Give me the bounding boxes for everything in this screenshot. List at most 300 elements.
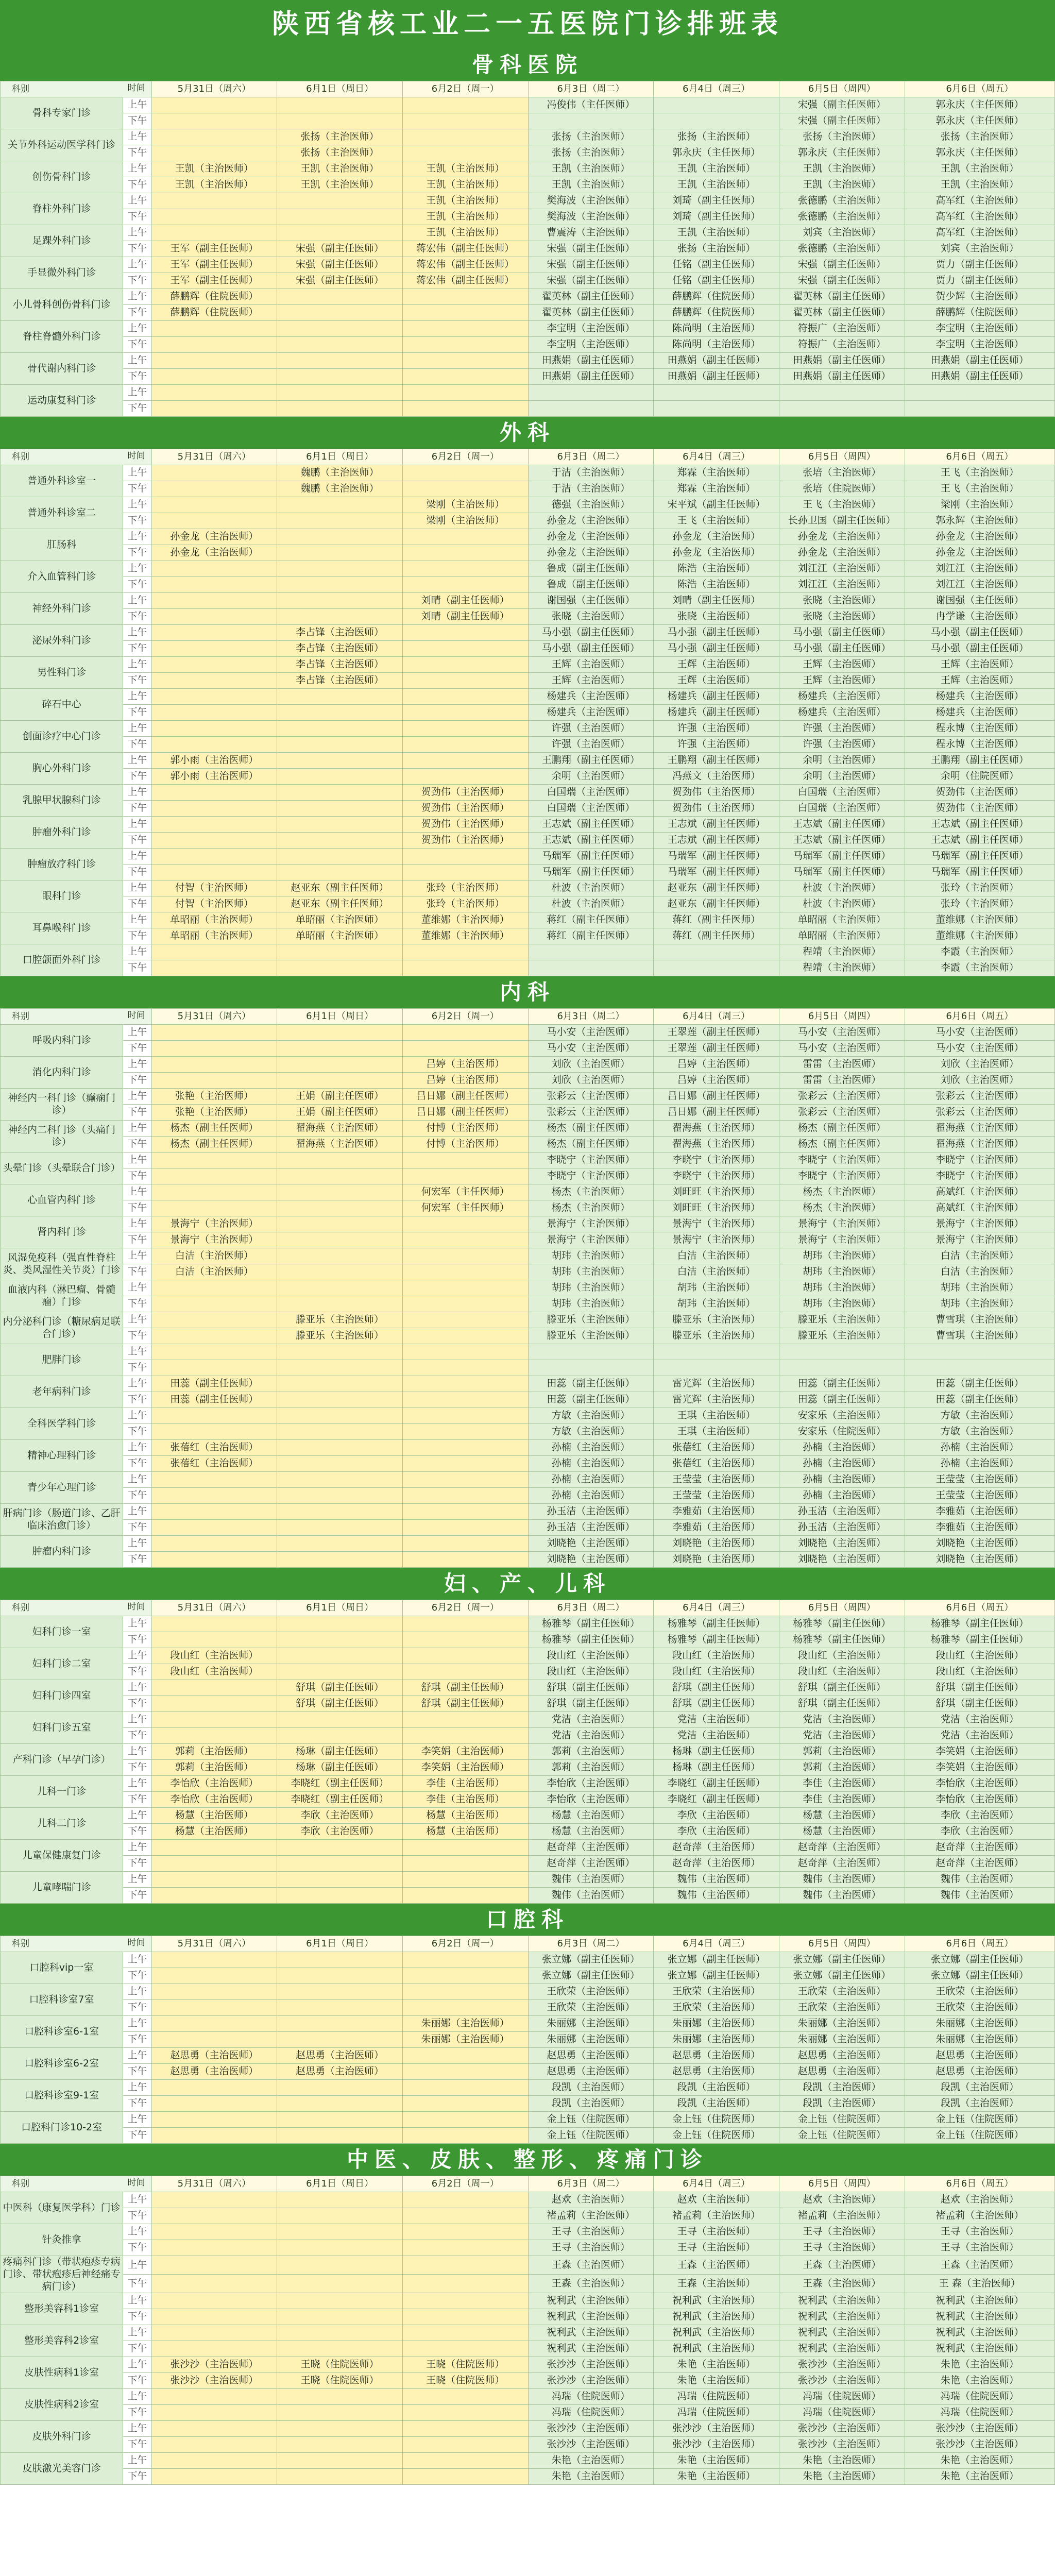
doctor-cell <box>402 1232 528 1248</box>
table-row <box>1 912 1055 928</box>
session-label: 上午 <box>123 1712 151 1728</box>
date-header: 6月3日（周二） <box>528 2176 654 2192</box>
doctor-cell: 王欣荣（主治医师） <box>905 2000 1054 2016</box>
doctor-cell: 杨建兵（副主任医师） <box>654 689 779 705</box>
doctor-cell: 刘欣（主治医师） <box>528 1057 654 1073</box>
doctor-cell: 胡玮（主治医师） <box>779 1264 905 1280</box>
doctor-cell <box>151 1344 277 1360</box>
doctor-cell: 刘旺旺（主治医师） <box>654 1184 779 1200</box>
doctor-cell: 杜波（主治医师） <box>779 896 905 912</box>
doctor-cell: 祝利武（主治医师） <box>779 2309 905 2325</box>
doctor-cell: 李怡欣（主治医师） <box>151 1776 277 1792</box>
doctor-cell: 景海宁（主治医师） <box>654 1232 779 1248</box>
doctor-cell: 王飞（主治医师） <box>779 497 905 513</box>
section-header <box>0 976 1055 1008</box>
doctor-cell: 刘晴（副主任医师） <box>402 609 528 625</box>
doctor-cell <box>151 1296 277 1312</box>
department-name: 皮肤性病科2诊室 <box>1 2389 123 2421</box>
doctor-cell: 郭永庆（主任医师） <box>654 145 779 161</box>
doctor-cell <box>277 1200 403 1216</box>
session-label: 下午 <box>123 833 151 849</box>
doctor-cell: 冯瑞（住院医师） <box>905 2389 1054 2405</box>
doctor-cell: 冉学谦（主治医师） <box>905 609 1054 625</box>
doctor-cell: 张晓（主治医师） <box>528 609 654 625</box>
doctor-cell: 祝利武（主治医师） <box>654 2309 779 2325</box>
doctor-cell: 张彩云（主治医师） <box>779 1105 905 1121</box>
doctor-cell <box>402 1712 528 1728</box>
doctor-cell <box>402 2048 528 2064</box>
doctor-cell: 马瑞军（副主任医师） <box>528 865 654 880</box>
doctor-cell: 杨雅琴（副主任医师） <box>528 1632 654 1648</box>
doctor-cell <box>151 401 277 417</box>
table-row <box>1 2421 1055 2437</box>
department-name: 口腔颌面外科门诊 <box>1 944 123 976</box>
doctor-cell: 朱艳（主治医师） <box>654 2469 779 2485</box>
doctor-cell: 薛鹏辉（住院医师） <box>151 305 277 321</box>
doctor-cell <box>151 609 277 625</box>
doctor-cell: 王辉（主治医师） <box>528 673 654 689</box>
doctor-cell <box>402 1344 528 1360</box>
doctor-cell: 田燕娟（副主任医师） <box>654 369 779 385</box>
doctor-cell: 张沙沙（主治医师） <box>654 2437 779 2453</box>
session-label: 下午 <box>123 337 151 353</box>
session-label: 上午 <box>123 1408 151 1424</box>
doctor-cell: 王凯（主治医师） <box>905 177 1054 193</box>
session-label: 上午 <box>123 129 151 145</box>
doctor-cell <box>151 1280 277 1296</box>
department-name: 中医科（康复医学科）门诊 <box>1 2192 123 2224</box>
doctor-cell: 杨雅琴（副主任医师） <box>905 1616 1054 1632</box>
doctor-cell: 景海宁（主治医师） <box>654 1216 779 1232</box>
session-label: 下午 <box>123 2064 151 2080</box>
session-label: 下午 <box>123 209 151 225</box>
doctor-cell: 刘晓艳（主治医师） <box>528 1536 654 1552</box>
doctor-cell: 宋强（副主任医师） <box>277 273 403 289</box>
doctor-cell: 王森（主治医师） <box>528 2256 654 2275</box>
schedule-table <box>0 81 1055 417</box>
table-row <box>1 1488 1055 1504</box>
date-header: 5月31日（周六） <box>151 1009 277 1025</box>
schedule-table <box>0 2176 1055 2485</box>
doctor-cell: 魏鹏（主治医师） <box>277 465 403 481</box>
session-label: 下午 <box>123 1232 151 1248</box>
session-label: 上午 <box>123 1057 151 1073</box>
table-row <box>1 1344 1055 1360</box>
doctor-cell: 王飞（主治医师） <box>905 481 1054 497</box>
doctor-cell: 李霞（主治医师） <box>905 960 1054 976</box>
doctor-cell <box>151 2437 277 2453</box>
department-name: 胸心外科门诊 <box>1 753 123 785</box>
doctor-cell <box>151 1616 277 1632</box>
doctor-cell: 张扬（主治医师） <box>277 145 403 161</box>
doctor-cell: 王凯（主治医师） <box>654 225 779 241</box>
doctor-cell <box>151 225 277 241</box>
doctor-cell <box>402 289 528 305</box>
doctor-cell: 孙金龙（主治医师） <box>905 529 1054 545</box>
doctor-cell: 李占锋（主治医师） <box>277 673 403 689</box>
table-row <box>1 145 1055 161</box>
doctor-cell: 谢国强（主任医师） <box>905 593 1054 609</box>
doctor-cell <box>151 465 277 481</box>
doctor-cell <box>402 1664 528 1680</box>
session-label: 上午 <box>123 497 151 513</box>
doctor-cell: 翟海燕（主治医师） <box>277 1121 403 1137</box>
doctor-cell: 金上钰（住院医师） <box>654 2128 779 2144</box>
doctor-cell <box>277 2309 403 2325</box>
doctor-cell: 孙金龙（主治医师） <box>528 545 654 561</box>
session-label: 上午 <box>123 2357 151 2373</box>
session-label: 下午 <box>123 513 151 529</box>
table-row <box>1 241 1055 257</box>
department-name: 儿科二门诊 <box>1 1808 123 1840</box>
session-label: 下午 <box>123 2000 151 2016</box>
table-row <box>1 1392 1055 1408</box>
doctor-cell: 孙楠（主治医师） <box>779 1488 905 1504</box>
doctor-cell: 马小强（副主任医师） <box>905 625 1054 641</box>
doctor-cell: 王凯（主治医师） <box>402 193 528 209</box>
table-row <box>1 1440 1055 1456</box>
doctor-cell <box>277 1232 403 1248</box>
table-row <box>1 2208 1055 2224</box>
doctor-cell <box>151 2112 277 2128</box>
doctor-cell <box>277 609 403 625</box>
doctor-cell <box>151 833 277 849</box>
time-label: 时间 <box>127 2178 145 2188</box>
doctor-cell: 王晓（住院医师） <box>402 2373 528 2389</box>
doctor-cell: 许强（主治医师） <box>654 721 779 737</box>
table-row <box>1 673 1055 689</box>
section-header <box>0 1904 1055 1936</box>
doctor-cell: 祝利武（主治医师） <box>528 2325 654 2341</box>
doctor-cell: 田燕娟（副主任医师） <box>779 369 905 385</box>
doctor-cell: 薛鹏辉（住院医师） <box>151 289 277 305</box>
session-label: 下午 <box>123 1888 151 1904</box>
table-row <box>1 2112 1055 2128</box>
doctor-cell: 张彩云（主治医师） <box>779 1089 905 1105</box>
doctor-cell: 党洁（主治医师） <box>779 1728 905 1744</box>
doctor-cell: 祝利武（主治医师） <box>528 2293 654 2309</box>
doctor-cell: 张德鹏（主治医师） <box>779 209 905 225</box>
date-header: 6月2日（周一） <box>402 449 528 465</box>
doctor-cell: 杜波（主治医师） <box>528 880 654 896</box>
doctor-cell <box>402 2341 528 2357</box>
table-row <box>1 481 1055 497</box>
doctor-cell: 褚孟莉（主治医师） <box>528 2208 654 2224</box>
doctor-cell <box>528 113 654 129</box>
table-row <box>1 1264 1055 1280</box>
doctor-cell: 张扬（主治医师） <box>905 129 1054 145</box>
doctor-cell: 赵思勇（主治医师） <box>277 2064 403 2080</box>
doctor-cell <box>905 401 1054 417</box>
table-row <box>1 337 1055 353</box>
doctor-cell: 李晓红（副主任医师） <box>654 1792 779 1808</box>
department-name: 肛肠科 <box>1 529 123 561</box>
doctor-cell: 冯燕文（主治医师） <box>654 769 779 785</box>
table-row <box>1 849 1055 865</box>
doctor-cell <box>277 513 403 529</box>
session-label: 上午 <box>123 385 151 401</box>
doctor-cell: 马小强（副主任医师） <box>654 641 779 657</box>
doctor-cell: 张扬（主治医师） <box>779 129 905 145</box>
doctor-cell: 吕婷（主治医师） <box>654 1057 779 1073</box>
doctor-cell: 刘琦（副主任医师） <box>654 209 779 225</box>
doctor-cell <box>402 1424 528 1440</box>
doctor-cell: 郑霖（主治医师） <box>654 465 779 481</box>
doctor-cell <box>151 385 277 401</box>
doctor-cell: 翟海燕（主治医师） <box>654 1137 779 1153</box>
session-label: 上午 <box>123 817 151 833</box>
table-row <box>1 1664 1055 1680</box>
doctor-cell: 王欣荣（主治医师） <box>528 2000 654 2016</box>
doctor-cell <box>277 1632 403 1648</box>
doctor-cell: 马小强（副主任医师） <box>779 641 905 657</box>
doctor-cell <box>151 1952 277 1968</box>
doctor-cell: 张扬（主治医师） <box>654 129 779 145</box>
date-header: 6月6日（周五） <box>905 2176 1054 2192</box>
doctor-cell: 朱艳（主治医师） <box>905 2453 1054 2469</box>
doctor-cell: 宋强（副主任医师） <box>779 273 905 289</box>
doctor-cell <box>151 689 277 705</box>
doctor-cell: 翟英林（副主任医师） <box>528 305 654 321</box>
doctor-cell: 滕亚乐（主治医师） <box>277 1328 403 1344</box>
doctor-cell: 段凯（主治医师） <box>905 2096 1054 2112</box>
doctor-cell <box>151 2256 277 2275</box>
section-title: 骨科医院 <box>471 52 583 77</box>
doctor-cell <box>402 2256 528 2275</box>
doctor-cell: 王军（副主任医师） <box>151 273 277 289</box>
doctor-cell <box>151 1712 277 1728</box>
doctor-cell <box>277 689 403 705</box>
doctor-cell: 景海宁（主治医师） <box>151 1232 277 1248</box>
doctor-cell: 陈浩（主治医师） <box>654 577 779 593</box>
doctor-cell: 李晓红（副主任医师） <box>654 1776 779 1792</box>
doctor-cell: 魏伟（主治医师） <box>654 1888 779 1904</box>
doctor-cell <box>151 2208 277 2224</box>
doctor-cell <box>151 2421 277 2437</box>
doctor-cell: 张立娜（副主任医师） <box>905 1968 1054 1984</box>
table-row <box>1 2032 1055 2048</box>
table-row <box>1 1552 1055 1568</box>
doctor-cell: 王晓（住院医师） <box>277 2357 403 2373</box>
doctor-cell: 马瑞军（副主任医师） <box>779 849 905 865</box>
doctor-cell: 于洁（主治医师） <box>528 465 654 481</box>
doctor-cell: 褚孟莉（主治医师） <box>654 2208 779 2224</box>
department-name: 创伤骨科门诊 <box>1 161 123 193</box>
table-row <box>1 529 1055 545</box>
session-label: 下午 <box>123 609 151 625</box>
doctor-cell: 朱艳（主治医师） <box>654 2453 779 2469</box>
date-header: 6月4日（周三） <box>654 81 779 97</box>
session-label: 上午 <box>123 1440 151 1456</box>
doctor-cell: 马瑞军（副主任医师） <box>905 849 1054 865</box>
doctor-cell <box>528 944 654 960</box>
session-label: 下午 <box>123 896 151 912</box>
table-row <box>1 1456 1055 1472</box>
doctor-cell: 马瑞军（副主任医师） <box>905 865 1054 880</box>
doctor-cell: 褚孟莉（主治医师） <box>905 2208 1054 2224</box>
doctor-cell: 魏鹏（主治医师） <box>277 481 403 497</box>
doctor-cell <box>402 1520 528 1536</box>
doctor-cell: 单昭丽（主治医师） <box>779 912 905 928</box>
doctor-cell: 胡玮（主治医师） <box>905 1296 1054 1312</box>
session-label: 下午 <box>123 2128 151 2144</box>
doctor-cell: 马小强（副主任医师） <box>528 641 654 657</box>
doctor-cell: 白国瑞（主治医师） <box>528 801 654 817</box>
session-label: 上午 <box>123 657 151 673</box>
doctor-cell <box>151 2405 277 2421</box>
table-row <box>1 385 1055 401</box>
doctor-cell <box>277 1536 403 1552</box>
doctor-cell: 张沙沙（主治医师） <box>528 2373 654 2389</box>
doctor-cell <box>402 2389 528 2405</box>
table-row <box>1 2341 1055 2357</box>
session-label: 下午 <box>123 801 151 817</box>
department-name: 整形美容科2诊室 <box>1 2325 123 2357</box>
doctor-cell: 刘晴（副主任医师） <box>402 593 528 609</box>
doctor-cell: 田蕊（副主任医师） <box>528 1376 654 1392</box>
doctor-cell <box>277 1888 403 1904</box>
doctor-cell: 张蓓红（主治医师） <box>654 1440 779 1456</box>
doctor-cell: 孙玉洁（主治医师） <box>779 1504 905 1520</box>
doctor-cell: 余明（住院医师） <box>905 769 1054 785</box>
doctor-cell: 冯瑞（住院医师） <box>779 2405 905 2421</box>
doctor-cell: 孙楠（主治医师） <box>528 1440 654 1456</box>
doctor-cell <box>654 944 779 960</box>
date-header: 6月5日（周四） <box>779 449 905 465</box>
doctor-cell: 张立娜（副主任医师） <box>528 1952 654 1968</box>
section-title: 中医、皮肤、整形、疼痛门诊 <box>346 2146 708 2172</box>
doctor-cell: 杨慧（主治医师） <box>779 1808 905 1824</box>
session-label: 下午 <box>123 769 151 785</box>
doctor-cell: 樊海波（主治医师） <box>528 209 654 225</box>
department-name: 皮肤外科门诊 <box>1 2421 123 2453</box>
header-row <box>1 1600 1055 1616</box>
doctor-cell: 蒋宏伟（副主任医师） <box>402 273 528 289</box>
doctor-cell: 许强（主治医师） <box>528 737 654 753</box>
table-row <box>1 2389 1055 2405</box>
doctor-cell: 李晓宁（主治医师） <box>905 1153 1054 1168</box>
doctor-cell: 高军红（主治医师） <box>905 193 1054 209</box>
doctor-cell: 郭永庆（主任医师） <box>905 145 1054 161</box>
doctor-cell: 吕婷（主治医师） <box>402 1057 528 1073</box>
date-header: 5月31日（周六） <box>151 449 277 465</box>
doctor-cell: 杨雅琴（副主任医师） <box>779 1616 905 1632</box>
doctor-cell: 长孙卫国（副主任医师） <box>779 513 905 529</box>
table-row <box>1 1952 1055 1968</box>
table-row <box>1 1137 1055 1153</box>
doctor-cell <box>277 2275 403 2293</box>
doctor-cell: 张蓓红（主治医师） <box>151 1456 277 1472</box>
doctor-cell <box>277 1968 403 1984</box>
doctor-cell <box>277 577 403 593</box>
doctor-cell: 李雅茹（主治医师） <box>905 1520 1054 1536</box>
doctor-cell <box>402 385 528 401</box>
doctor-cell: 段凯（主治医师） <box>528 2096 654 2112</box>
session-label: 上午 <box>123 1872 151 1888</box>
doctor-cell: 王晓（住院医师） <box>277 2373 403 2389</box>
doctor-cell <box>905 385 1054 401</box>
doctor-cell: 马小安（主治医师） <box>905 1041 1054 1057</box>
doctor-cell: 白国瑞（主治医师） <box>528 785 654 801</box>
doctor-cell: 祝利武（主治医师） <box>905 2309 1054 2325</box>
doctor-cell: 宋强（副主任医师） <box>779 257 905 273</box>
doctor-cell: 冯瑞（住院医师） <box>654 2405 779 2421</box>
doctor-cell: 朱丽娜（主治医师） <box>402 2016 528 2032</box>
doctor-cell: 张沙沙（主治医师） <box>528 2357 654 2373</box>
doctor-cell <box>277 960 403 976</box>
doctor-cell: 金上钰（住院医师） <box>528 2128 654 2144</box>
doctor-cell: 朱艳（主治医师） <box>528 2469 654 2485</box>
table-row <box>1 2437 1055 2453</box>
date-header: 6月6日（周五） <box>905 1009 1054 1025</box>
department-name: 儿科一门诊 <box>1 1776 123 1808</box>
session-label: 下午 <box>123 481 151 497</box>
table-row <box>1 1073 1055 1089</box>
doctor-cell: 吕日娜（副主任医师） <box>402 1105 528 1121</box>
department-name: 老年病科门诊 <box>1 1376 123 1408</box>
doctor-cell <box>151 2016 277 2032</box>
department-name: 眼科门诊 <box>1 880 123 912</box>
doctor-cell: 朱丽娜（主治医师） <box>528 2016 654 2032</box>
doctor-cell <box>277 2096 403 2112</box>
table-row <box>1 545 1055 561</box>
doctor-cell: 冯瑞（住院医师） <box>528 2405 654 2421</box>
department-name: 针灸推拿 <box>1 2224 123 2256</box>
session-label: 下午 <box>123 2469 151 2485</box>
doctor-cell <box>151 2275 277 2293</box>
doctor-cell <box>402 960 528 976</box>
session-label: 上午 <box>123 2192 151 2208</box>
table-row <box>1 1424 1055 1440</box>
doctor-cell <box>402 2192 528 2208</box>
doctor-cell: 许强（主治医师） <box>654 737 779 753</box>
doctor-cell <box>654 385 779 401</box>
doctor-cell: 李怡欣（主治医师） <box>151 1792 277 1808</box>
doctor-cell: 张立娜（副主任医师） <box>779 1952 905 1968</box>
doctor-cell <box>151 865 277 880</box>
session-label: 下午 <box>123 273 151 289</box>
doctor-cell: 胡玮（主治医师） <box>528 1296 654 1312</box>
doctor-cell: 胡玮（主治医师） <box>654 1296 779 1312</box>
department-name: 产科门诊（早孕门诊） <box>1 1744 123 1776</box>
doctor-cell: 魏伟（主治医师） <box>528 1872 654 1888</box>
doctor-cell: 白洁（主治医师） <box>905 1248 1054 1264</box>
table-row <box>1 817 1055 833</box>
doctor-cell <box>402 401 528 417</box>
date-header: 5月31日（周六） <box>151 1600 277 1616</box>
doctor-cell: 李晓宁（主治医师） <box>905 1168 1054 1184</box>
department-name: 肿瘤外科门诊 <box>1 817 123 849</box>
doctor-cell: 马瑞军（副主任医师） <box>779 865 905 880</box>
doctor-cell <box>402 2112 528 2128</box>
session-label: 下午 <box>123 369 151 385</box>
doctor-cell: 付智（主治医师） <box>151 896 277 912</box>
doctor-cell <box>277 1984 403 2000</box>
date-header: 6月2日（周一） <box>402 81 528 97</box>
doctor-cell: 李欣（主治医师） <box>654 1824 779 1840</box>
table-row <box>1 1025 1055 1041</box>
dept-label: 科别 <box>12 1603 29 1614</box>
section-header <box>0 49 1055 81</box>
doctor-cell: 王欣荣（主治医师） <box>779 2000 905 2016</box>
doctor-cell <box>151 2192 277 2208</box>
doctor-cell: 王辉（主治医师） <box>905 657 1054 673</box>
session-label: 上午 <box>123 880 151 896</box>
table-row <box>1 705 1055 721</box>
date-header: 6月2日（周一） <box>402 1600 528 1616</box>
doctor-cell: 翟海燕（主治医师） <box>905 1121 1054 1137</box>
doctor-cell: 王辉（主治医师） <box>654 673 779 689</box>
